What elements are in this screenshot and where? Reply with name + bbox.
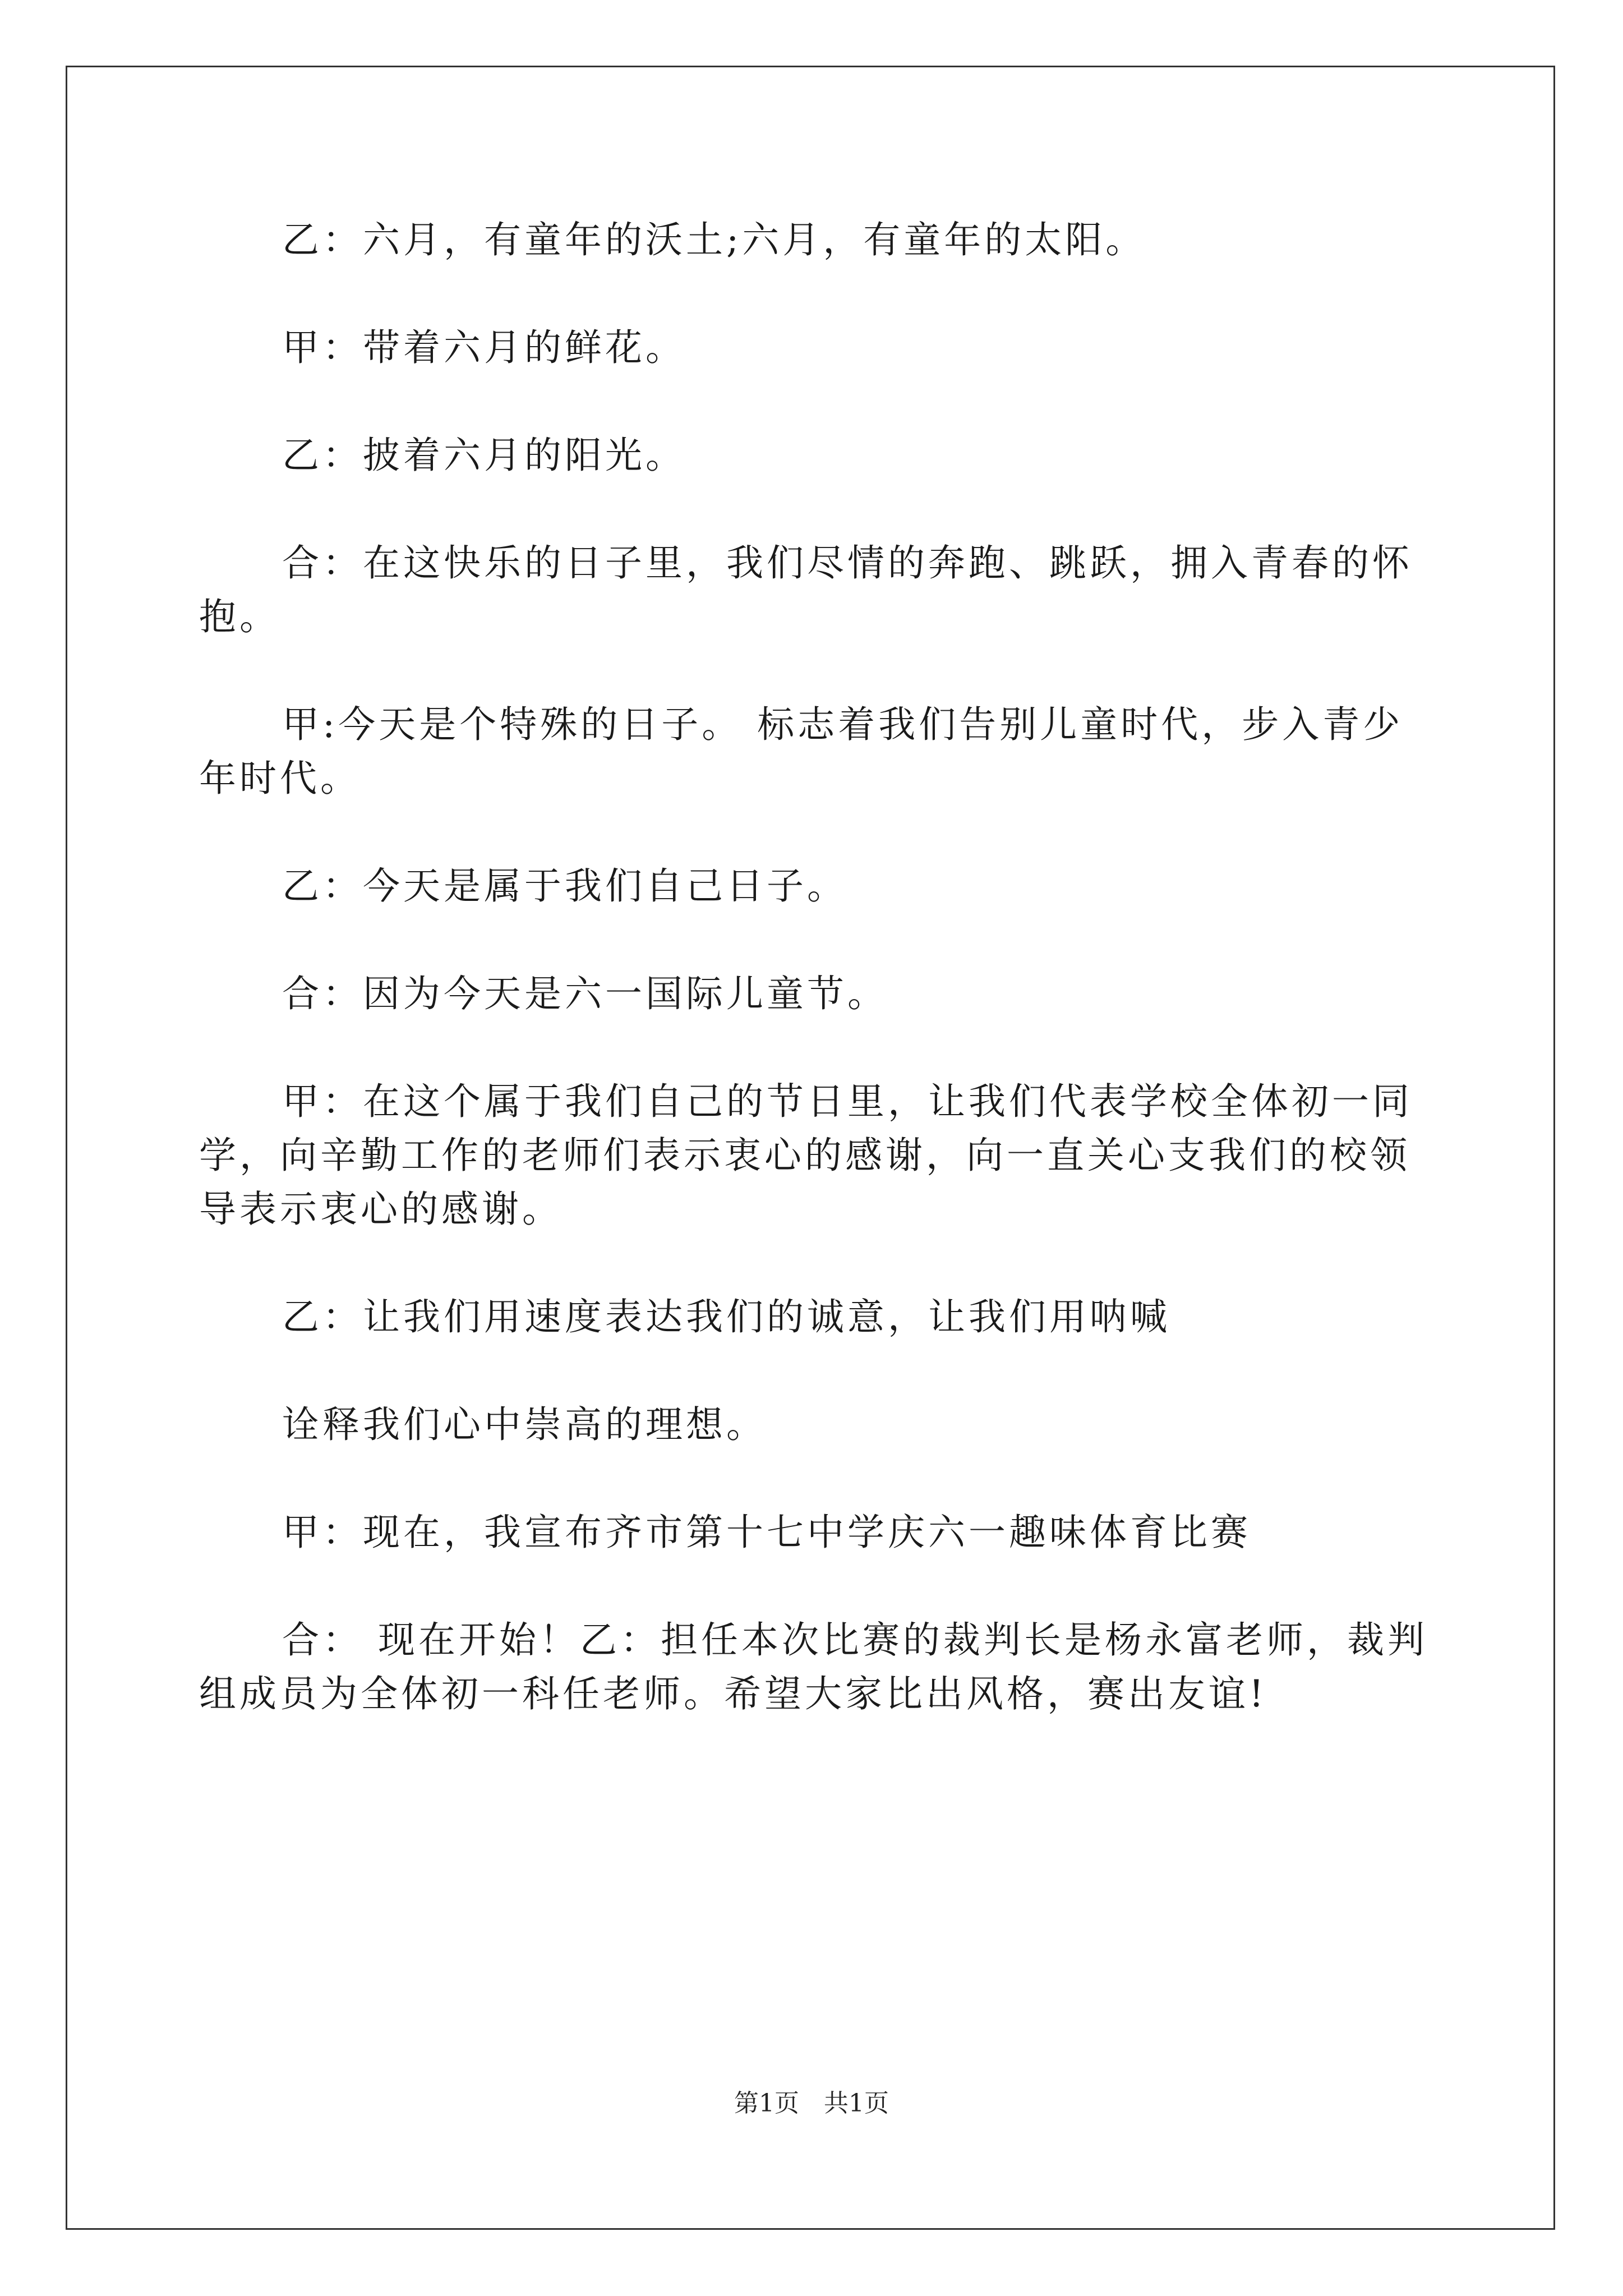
paragraph: 乙：让我们用速度表达我们的诚意，让我们用呐喊 [282,1295,1170,1338]
paragraph: 乙：今天是属于我们自己日子。 [282,864,847,908]
document-body [199,213,1433,1775]
paragraph: 乙：披着六月的阳光。 [282,434,686,477]
paragraph: 合： 现在开始！乙：担任本次比赛的裁判长是杨永富老师，裁判组成员为全体初一科任老师。希望大家比出风格，赛出友谊! [199,1618,1428,1715]
page-footer: 第1页 共1页 [734,2089,889,2118]
paragraph: 甲：在这个属于我们自己的节日里，让我们代表学校全体初一同学，向辛勤工作的老师们表示衷心的感谢，向一直关心支我们的校领导表示衷心的感谢。 [199,1080,1413,1231]
paragraph: 合：在这快乐的日子里，我们尽情的奔跑、跳跃，拥入青春的怀抱。 [199,541,1413,638]
paragraph: 乙：六月，有童年的沃土;六月，有童年的太阳。 [282,218,1146,261]
paragraph: 甲：带着六月的鲜花。 [282,326,686,369]
paragraph: 合：因为今天是六一国际儿童节。 [282,972,888,1015]
paragraph: 甲:今天是个特殊的日子。 标志着我们告别儿童时代，步入青少年时代。 [199,703,1404,800]
paragraph: 甲：现在，我宣布齐市第十七中学庆六一趣味体育比赛 [282,1511,1251,1554]
paragraph: 诠释我们心中崇高的理想。 [282,1403,767,1446]
